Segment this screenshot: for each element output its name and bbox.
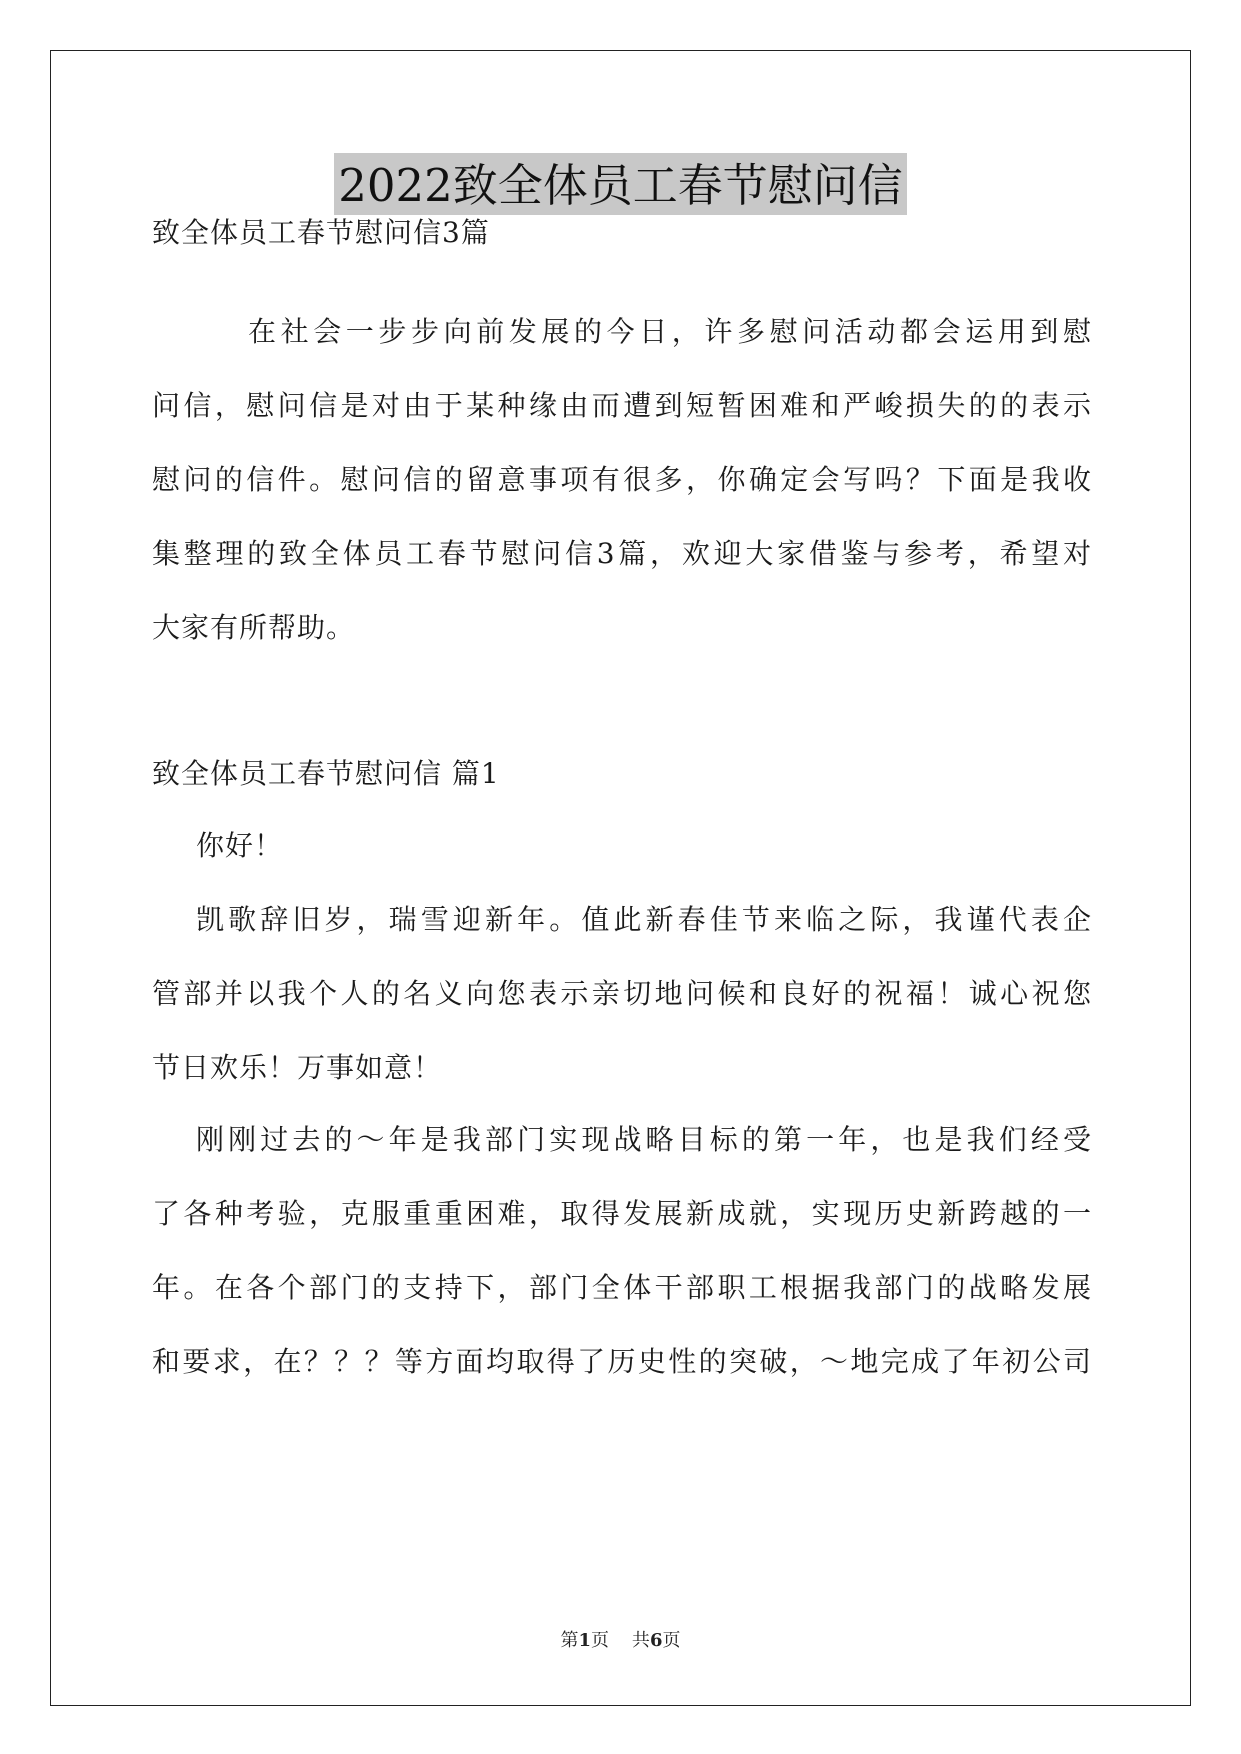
section-heading: 致全体员工春节慰问信 篇1 [152,757,500,790]
paragraph-line: 在社会一步步向前发展的今日，许多慰问活动都会运用到慰 [248,315,1092,348]
greeting-line: 你好！ [196,829,284,862]
subtitle-line: 致全体员工春节慰问信3篇 [152,216,490,249]
page-footer [0,1626,1241,1652]
document-title: 2022致全体员工春节慰问信 [334,153,907,215]
paragraph-line: 节日欢乐！万事如意！ [152,1051,443,1084]
paragraph-line: 集整理的致全体员工春节慰问信3篇，欢迎大家借鉴与参考，希望对 [152,537,1092,570]
paragraph-line: 刚刚过去的～年是我部门实现战略目标的第一年，也是我们经受 [196,1123,1092,1156]
paragraph-line: 了各种考验，克服重重困难，取得发展新成就，实现历史新跨越的一 [152,1197,1092,1230]
paragraph-line: 凯歌辞旧岁，瑞雪迎新年。值此新春佳节来临之际，我谨代表企 [196,903,1092,936]
page-border [50,50,1191,1706]
paragraph-line: 问信，慰问信是对由于某种缘由而遭到短暂困难和严峻损失的的表示 [152,389,1092,422]
footer-total-pages: 6 [649,1630,663,1651]
paragraph-line: 慰问的信件。慰问信的留意事项有很多，你确定会写吗？下面是我收 [152,463,1092,496]
paragraph-line: 和要求，在？？？等方面均取得了历史性的突破，～地完成了年初公司 [152,1345,1092,1378]
paragraph-line: 大家有所帮助。 [152,611,356,644]
footer-suffix: 页 [662,1630,681,1651]
footer-prefix: 第 [560,1630,579,1651]
footer-mid: 页 共 [591,1630,650,1651]
title-container [0,153,1241,215]
paragraph-line: 管部并以我个人的名义向您表示亲切地问候和良好的祝福！诚心祝您 [152,977,1092,1010]
paragraph-line: 年。在各个部门的支持下，部门全体干部职工根据我部门的战略发展 [152,1271,1092,1304]
footer-current-page: 1 [578,1630,592,1651]
